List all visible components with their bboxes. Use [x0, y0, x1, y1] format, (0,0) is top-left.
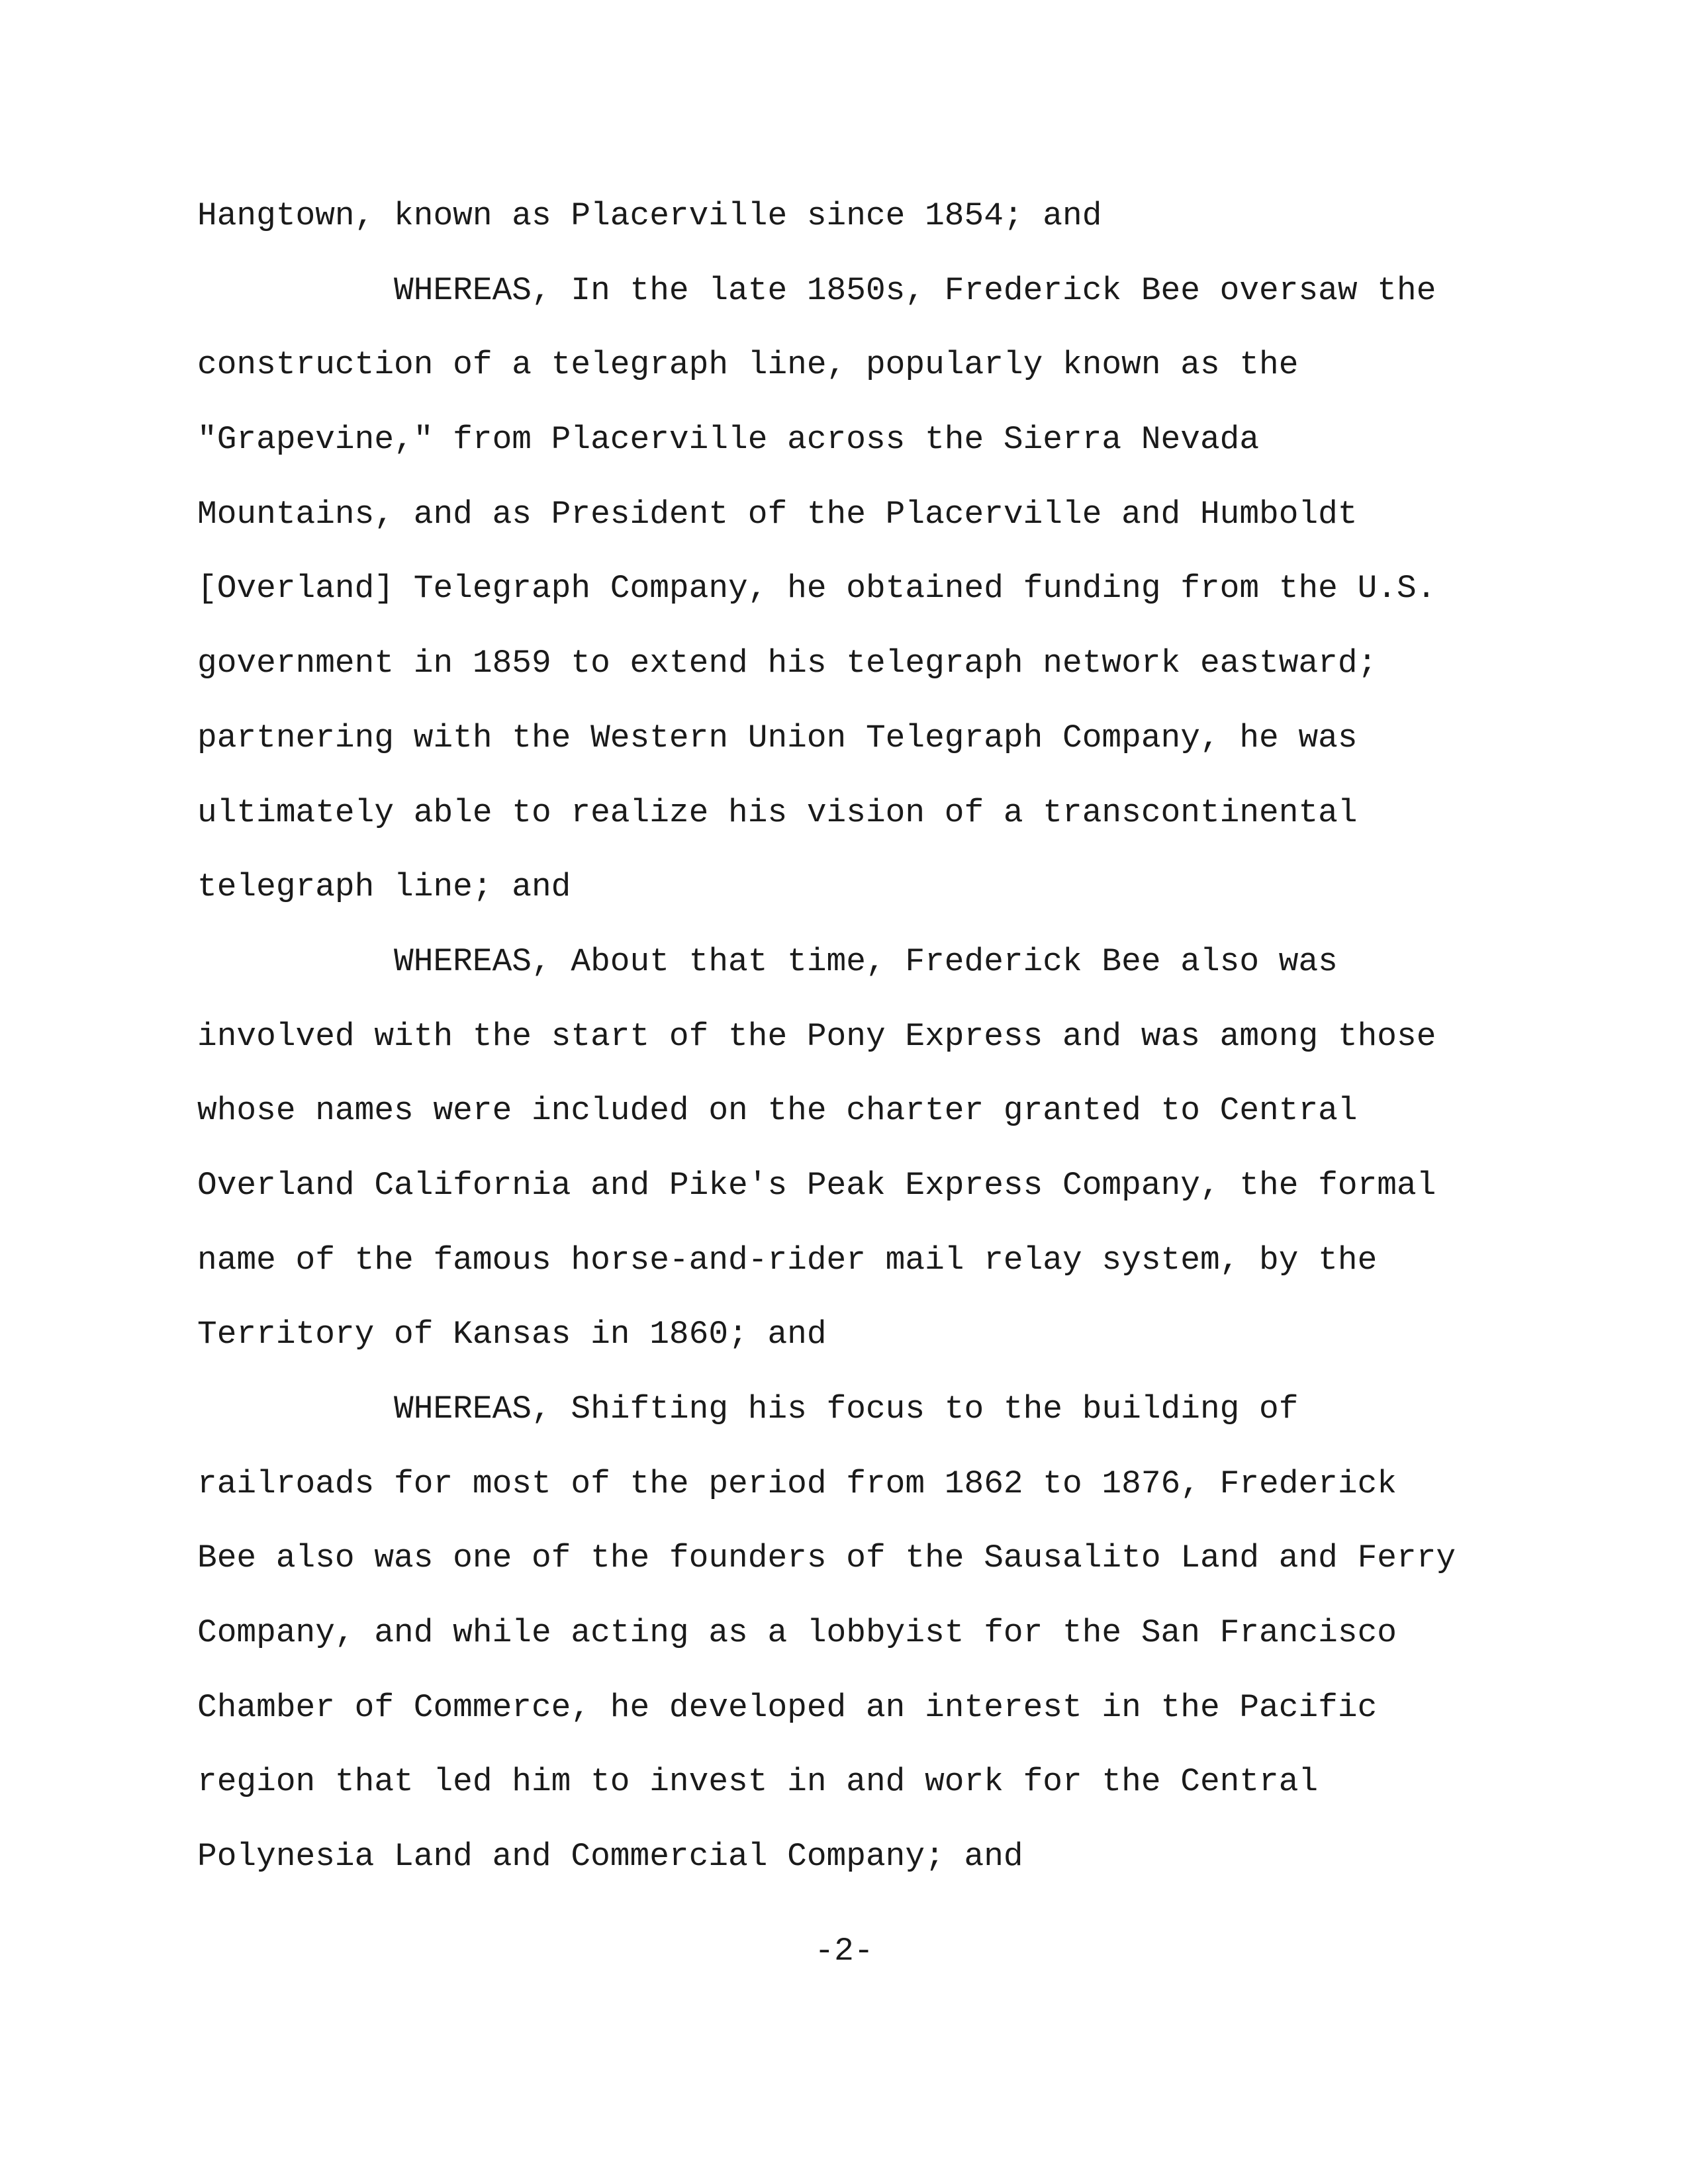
text-line: partnering with the Western Union Telegraph Company, he was — [197, 719, 1358, 756]
text-line: WHEREAS, In the late 1850s, Frederick Bee oversaw the — [197, 271, 1436, 309]
text-line: Hangtown, known as Placerville since 1854; and — [197, 197, 1102, 234]
text-line: WHEREAS, Shifting his focus to the building of — [197, 1390, 1299, 1428]
text-line: name of the famous horse-and-rider mail relay system, by the — [197, 1241, 1378, 1279]
text-line: [Overland] Telegraph Company, he obtained funding from the U.S. — [197, 570, 1436, 608]
text-line: "Grapevine," from Placerville across the Sierra Nevada — [197, 421, 1260, 459]
text-line: Company, and while acting as a lobbyist for the San Francisco — [197, 1614, 1397, 1652]
text-line: involved with the start of the Pony Express and was among those — [197, 1017, 1436, 1055]
text-line: government in 1859 to extend his telegraph network eastward; — [197, 645, 1378, 682]
text-line: railroads for most of the period from 1862 to 1876, Frederick — [197, 1465, 1397, 1502]
resolution-body-text — [197, 179, 1528, 1894]
text-line: telegraph line; and — [197, 868, 571, 906]
text-line: WHEREAS, About that time, Frederick Bee also was — [197, 942, 1338, 980]
text-line: Bee also was one of the founders of the Sausalito Land and Ferry — [197, 1539, 1456, 1577]
text-line: construction of a telegraph line, popularly known as the — [197, 346, 1299, 384]
text-line: ultimately able to realize his vision of a transcontinental — [197, 794, 1358, 831]
text-line: Chamber of Commerce, he developed an interest in the Pacific — [197, 1688, 1378, 1726]
text-line: Polynesia Land and Commercial Company; and — [197, 1838, 1023, 1876]
page-number: -2- — [814, 1933, 874, 1970]
text-line: Mountains, and as President of the Placerville and Humboldt — [197, 495, 1358, 533]
text-line: Overland California and Pike's Peak Express Company, the formal — [197, 1166, 1436, 1204]
text-line: region that led him to invest in and work for the Central — [197, 1763, 1319, 1801]
text-line: Territory of Kansas in 1860; and — [197, 1316, 827, 1353]
text-line: whose names were included on the charter granted to Central — [197, 1092, 1358, 1130]
